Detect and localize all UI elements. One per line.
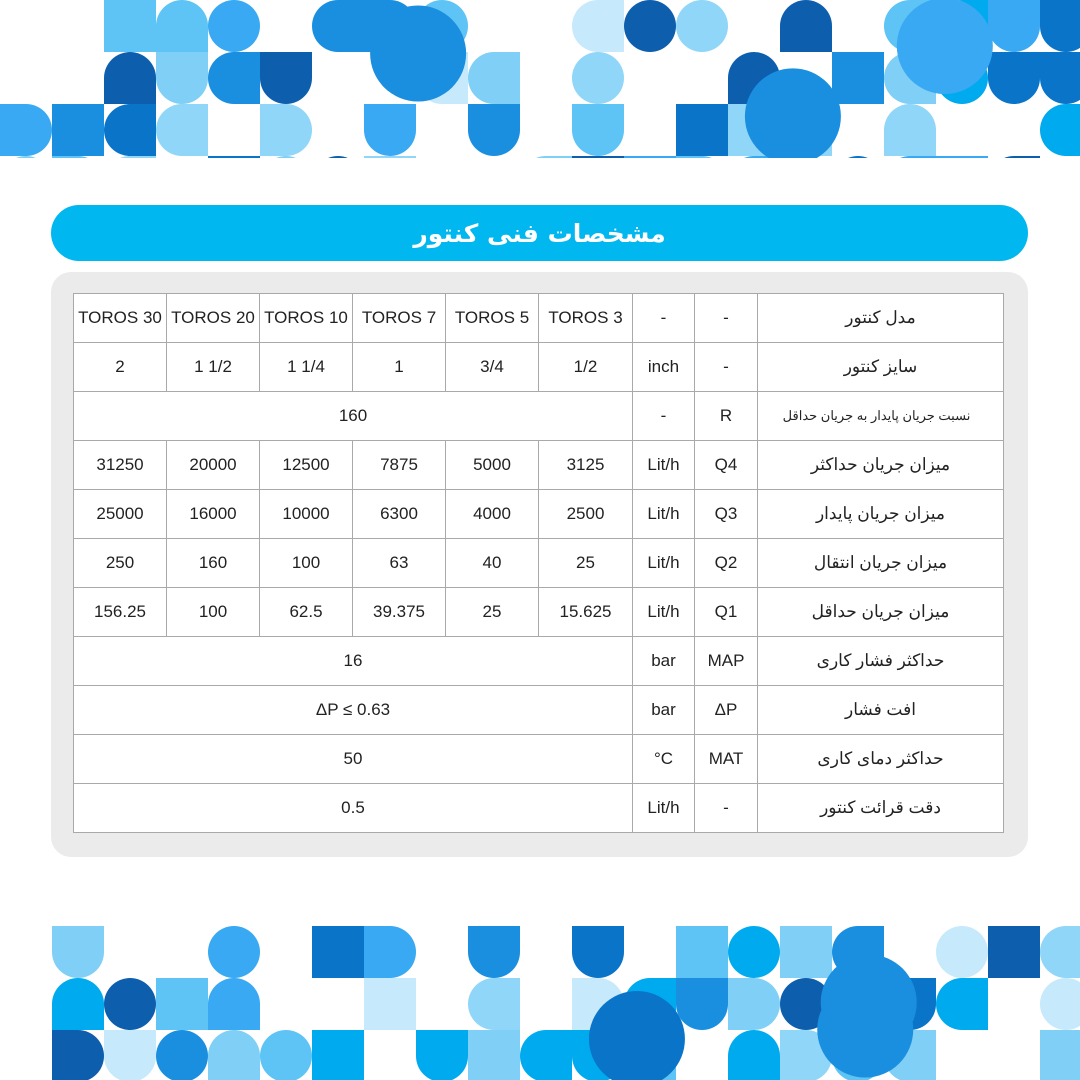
- spec-table: [73, 293, 1004, 833]
- symbol-cell: -: [695, 294, 758, 343]
- pattern-tile: [416, 1030, 468, 1080]
- pattern-tile: [572, 0, 624, 52]
- table-cell: 1 1/4: [260, 343, 353, 392]
- table-row: [74, 441, 1004, 490]
- symbol-cell: -: [695, 343, 758, 392]
- pattern-tile: [817, 982, 913, 1078]
- unit-cell: inch: [633, 343, 695, 392]
- pattern-tile: [520, 0, 572, 52]
- symbol-cell: Q1: [695, 588, 758, 637]
- pattern-tile: [1040, 1030, 1080, 1080]
- pattern-tile: [728, 978, 780, 1030]
- pattern-tile: [208, 156, 260, 158]
- page-title: مشخصات فنی کنتور: [413, 218, 666, 248]
- pattern-tile: [676, 0, 728, 52]
- table-row: [74, 637, 1004, 686]
- table-row: [74, 784, 1004, 833]
- row-label: میزان جریان انتقال: [758, 539, 1004, 588]
- merged-value-cell: 50: [74, 735, 633, 784]
- pattern-tile: [416, 978, 468, 1030]
- pattern-tile: [780, 0, 832, 52]
- table-cell: 15.625: [539, 588, 633, 637]
- pattern-tile: [936, 978, 988, 1030]
- symbol-cell: ΔP: [695, 686, 758, 735]
- table-cell: 1/2: [539, 343, 633, 392]
- pattern-tile: [520, 1030, 572, 1080]
- pattern-tile: [104, 978, 156, 1030]
- table-cell: 4000: [446, 490, 539, 539]
- table-row: [74, 588, 1004, 637]
- pattern-tile: [884, 104, 936, 156]
- pattern-tile: [0, 52, 52, 104]
- pattern-tile: [988, 156, 1040, 158]
- table-row: [74, 343, 1004, 392]
- pattern-tile: [988, 52, 1040, 104]
- table-row: [74, 686, 1004, 735]
- table-cell: 160: [167, 539, 260, 588]
- row-label: دقت قرائت کنتور: [758, 784, 1004, 833]
- pattern-tile: [208, 1030, 260, 1080]
- pattern-tile: [208, 926, 260, 978]
- pattern-tile: [104, 0, 156, 52]
- table-cell: 39.375: [353, 588, 446, 637]
- pattern-tile: [572, 156, 624, 158]
- pattern-tile: [416, 104, 468, 156]
- table-cell: 31250: [74, 441, 167, 490]
- row-label: حداکثر دمای کاری: [758, 735, 1004, 784]
- pattern-tile: [260, 1030, 312, 1080]
- table-cell: 25000: [74, 490, 167, 539]
- pattern-tile: [1040, 156, 1080, 158]
- table-cell: TOROS 3: [539, 294, 633, 343]
- pattern-tile: [208, 0, 260, 52]
- pattern-tile: [52, 104, 104, 156]
- unit-cell: °C: [633, 735, 695, 784]
- pattern-tile: [728, 1030, 780, 1080]
- table-cell: TOROS 5: [446, 294, 539, 343]
- pattern-tile: [312, 104, 364, 156]
- table-cell: TOROS 20: [167, 294, 260, 343]
- unit-cell: Lit/h: [633, 784, 695, 833]
- decorative-pattern-bottom: [0, 926, 1080, 1080]
- table-cell: 25: [539, 539, 633, 588]
- pattern-tile: [156, 1030, 208, 1080]
- unit-cell: bar: [633, 637, 695, 686]
- pattern-tile: [624, 52, 676, 104]
- pattern-tile: [832, 52, 884, 104]
- pattern-tile: [104, 52, 156, 104]
- pattern-tile: [728, 926, 780, 978]
- symbol-cell: Q2: [695, 539, 758, 588]
- unit-cell: Lit/h: [633, 539, 695, 588]
- decorative-pattern-top: [0, 0, 1080, 158]
- pattern-tile: [988, 926, 1040, 978]
- table-cell: 20000: [167, 441, 260, 490]
- pattern-tile: [1040, 52, 1080, 104]
- row-label: مدل کنتور: [758, 294, 1004, 343]
- pattern-tile: [260, 104, 312, 156]
- table-cell: 3/4: [446, 343, 539, 392]
- unit-cell: bar: [633, 686, 695, 735]
- pattern-tile: [52, 156, 104, 158]
- pattern-tile: [572, 52, 624, 104]
- table-row: [74, 490, 1004, 539]
- table-cell: 1 1/2: [167, 343, 260, 392]
- table-cell: TOROS 10: [260, 294, 353, 343]
- pattern-tile: [364, 926, 416, 978]
- unit-cell: Lit/h: [633, 441, 695, 490]
- pattern-tile: [936, 104, 988, 156]
- table-cell: 3125: [539, 441, 633, 490]
- row-label: میزان جریان حداکثر: [758, 441, 1004, 490]
- symbol-cell: MAP: [695, 637, 758, 686]
- merged-value-cell: 0.5: [74, 784, 633, 833]
- pattern-tile: [624, 104, 676, 156]
- pattern-tile: [312, 156, 364, 158]
- table-row: [74, 539, 1004, 588]
- row-label: حداکثر فشار کاری: [758, 637, 1004, 686]
- table-cell: 7875: [353, 441, 446, 490]
- table-cell: 100: [167, 588, 260, 637]
- row-label: نسبت جریان پایدار به جریان حداقل: [758, 392, 1004, 441]
- pattern-tile: [572, 104, 624, 156]
- table-cell: 40: [446, 539, 539, 588]
- merged-value-cell: ΔP ≤ 0.63: [74, 686, 633, 735]
- merged-value-cell: 16: [74, 637, 633, 686]
- pattern-tile: [624, 156, 676, 158]
- row-label: سایز کنتور: [758, 343, 1004, 392]
- pattern-tile: [312, 1030, 364, 1080]
- pattern-tile: [260, 52, 312, 104]
- pattern-tile: [1040, 978, 1080, 1030]
- row-label: میزان جریان پایدار: [758, 490, 1004, 539]
- pattern-tile: [208, 978, 260, 1030]
- pattern-tile: [988, 1030, 1040, 1080]
- pattern-tile: [156, 0, 208, 52]
- table-cell: 12500: [260, 441, 353, 490]
- table-cell: TOROS 30: [74, 294, 167, 343]
- pattern-tile: [364, 104, 416, 156]
- symbol-cell: R: [695, 392, 758, 441]
- unit-cell: Lit/h: [633, 588, 695, 637]
- pattern-tile: [370, 6, 466, 102]
- pattern-tile: [936, 926, 988, 978]
- pattern-tile: [52, 978, 104, 1030]
- pattern-tile: [156, 104, 208, 156]
- pattern-tile: [780, 926, 832, 978]
- table-cell: 16000: [167, 490, 260, 539]
- pattern-tile: [104, 104, 156, 156]
- unit-cell: Lit/h: [633, 490, 695, 539]
- table-cell: 63: [353, 539, 446, 588]
- pattern-tile: [208, 52, 260, 104]
- pattern-tile: [624, 0, 676, 52]
- table-cell: 2: [74, 343, 167, 392]
- merged-value-cell: 160: [74, 392, 633, 441]
- pattern-tile: [936, 156, 988, 158]
- table-cell: 5000: [446, 441, 539, 490]
- pattern-tile: [468, 1030, 520, 1080]
- pattern-tile: [260, 978, 312, 1030]
- pattern-tile: [468, 104, 520, 156]
- pattern-tile: [104, 156, 156, 158]
- pattern-tile: [52, 1030, 104, 1080]
- pattern-tile: [0, 156, 52, 158]
- pattern-tile: [988, 0, 1040, 52]
- pattern-tile: [832, 156, 884, 158]
- pattern-tile: [1040, 926, 1080, 978]
- pattern-tile: [676, 926, 728, 978]
- table-cell: 100: [260, 539, 353, 588]
- pattern-tile: [312, 926, 364, 978]
- symbol-cell: Q3: [695, 490, 758, 539]
- table-cell: 10000: [260, 490, 353, 539]
- pattern-tile: [520, 978, 572, 1030]
- table-cell: 6300: [353, 490, 446, 539]
- symbol-cell: MAT: [695, 735, 758, 784]
- pattern-tile: [364, 978, 416, 1030]
- table-cell: 2500: [539, 490, 633, 539]
- pattern-tile: [520, 156, 572, 158]
- table-cell: TOROS 7: [353, 294, 446, 343]
- unit-cell: -: [633, 294, 695, 343]
- table-cell: 250: [74, 539, 167, 588]
- table-row: [74, 294, 1004, 343]
- pattern-tile: [676, 104, 728, 156]
- table-cell: 62.5: [260, 588, 353, 637]
- pattern-tile: [1040, 0, 1080, 52]
- pattern-tile: [897, 0, 993, 94]
- row-label: افت فشار: [758, 686, 1004, 735]
- pattern-tile: [988, 978, 1040, 1030]
- pattern-tile: [104, 1030, 156, 1080]
- pattern-tile: [468, 978, 520, 1030]
- table-row: [74, 735, 1004, 784]
- table-cell: 25: [446, 588, 539, 637]
- pattern-tile: [1040, 104, 1080, 156]
- pattern-tile: [156, 52, 208, 104]
- symbol-cell: Q4: [695, 441, 758, 490]
- pattern-tile: [468, 926, 520, 978]
- row-label: میزان جریان حداقل: [758, 588, 1004, 637]
- title-bar: [51, 205, 1028, 261]
- pattern-tile: [260, 156, 312, 158]
- table-cell: 1: [353, 343, 446, 392]
- pattern-tile: [884, 156, 936, 158]
- pattern-tile: [468, 52, 520, 104]
- table-cell: 156.25: [74, 588, 167, 637]
- pattern-tile: [364, 156, 416, 158]
- pattern-tile: [676, 978, 728, 1030]
- pattern-tile: [312, 0, 364, 52]
- pattern-tile: [52, 926, 104, 978]
- table-row: [74, 392, 1004, 441]
- unit-cell: -: [633, 392, 695, 441]
- pattern-tile: [0, 104, 52, 156]
- pattern-tile: [156, 978, 208, 1030]
- pattern-tile: [572, 926, 624, 978]
- symbol-cell: -: [695, 784, 758, 833]
- pattern-tile: [676, 156, 728, 158]
